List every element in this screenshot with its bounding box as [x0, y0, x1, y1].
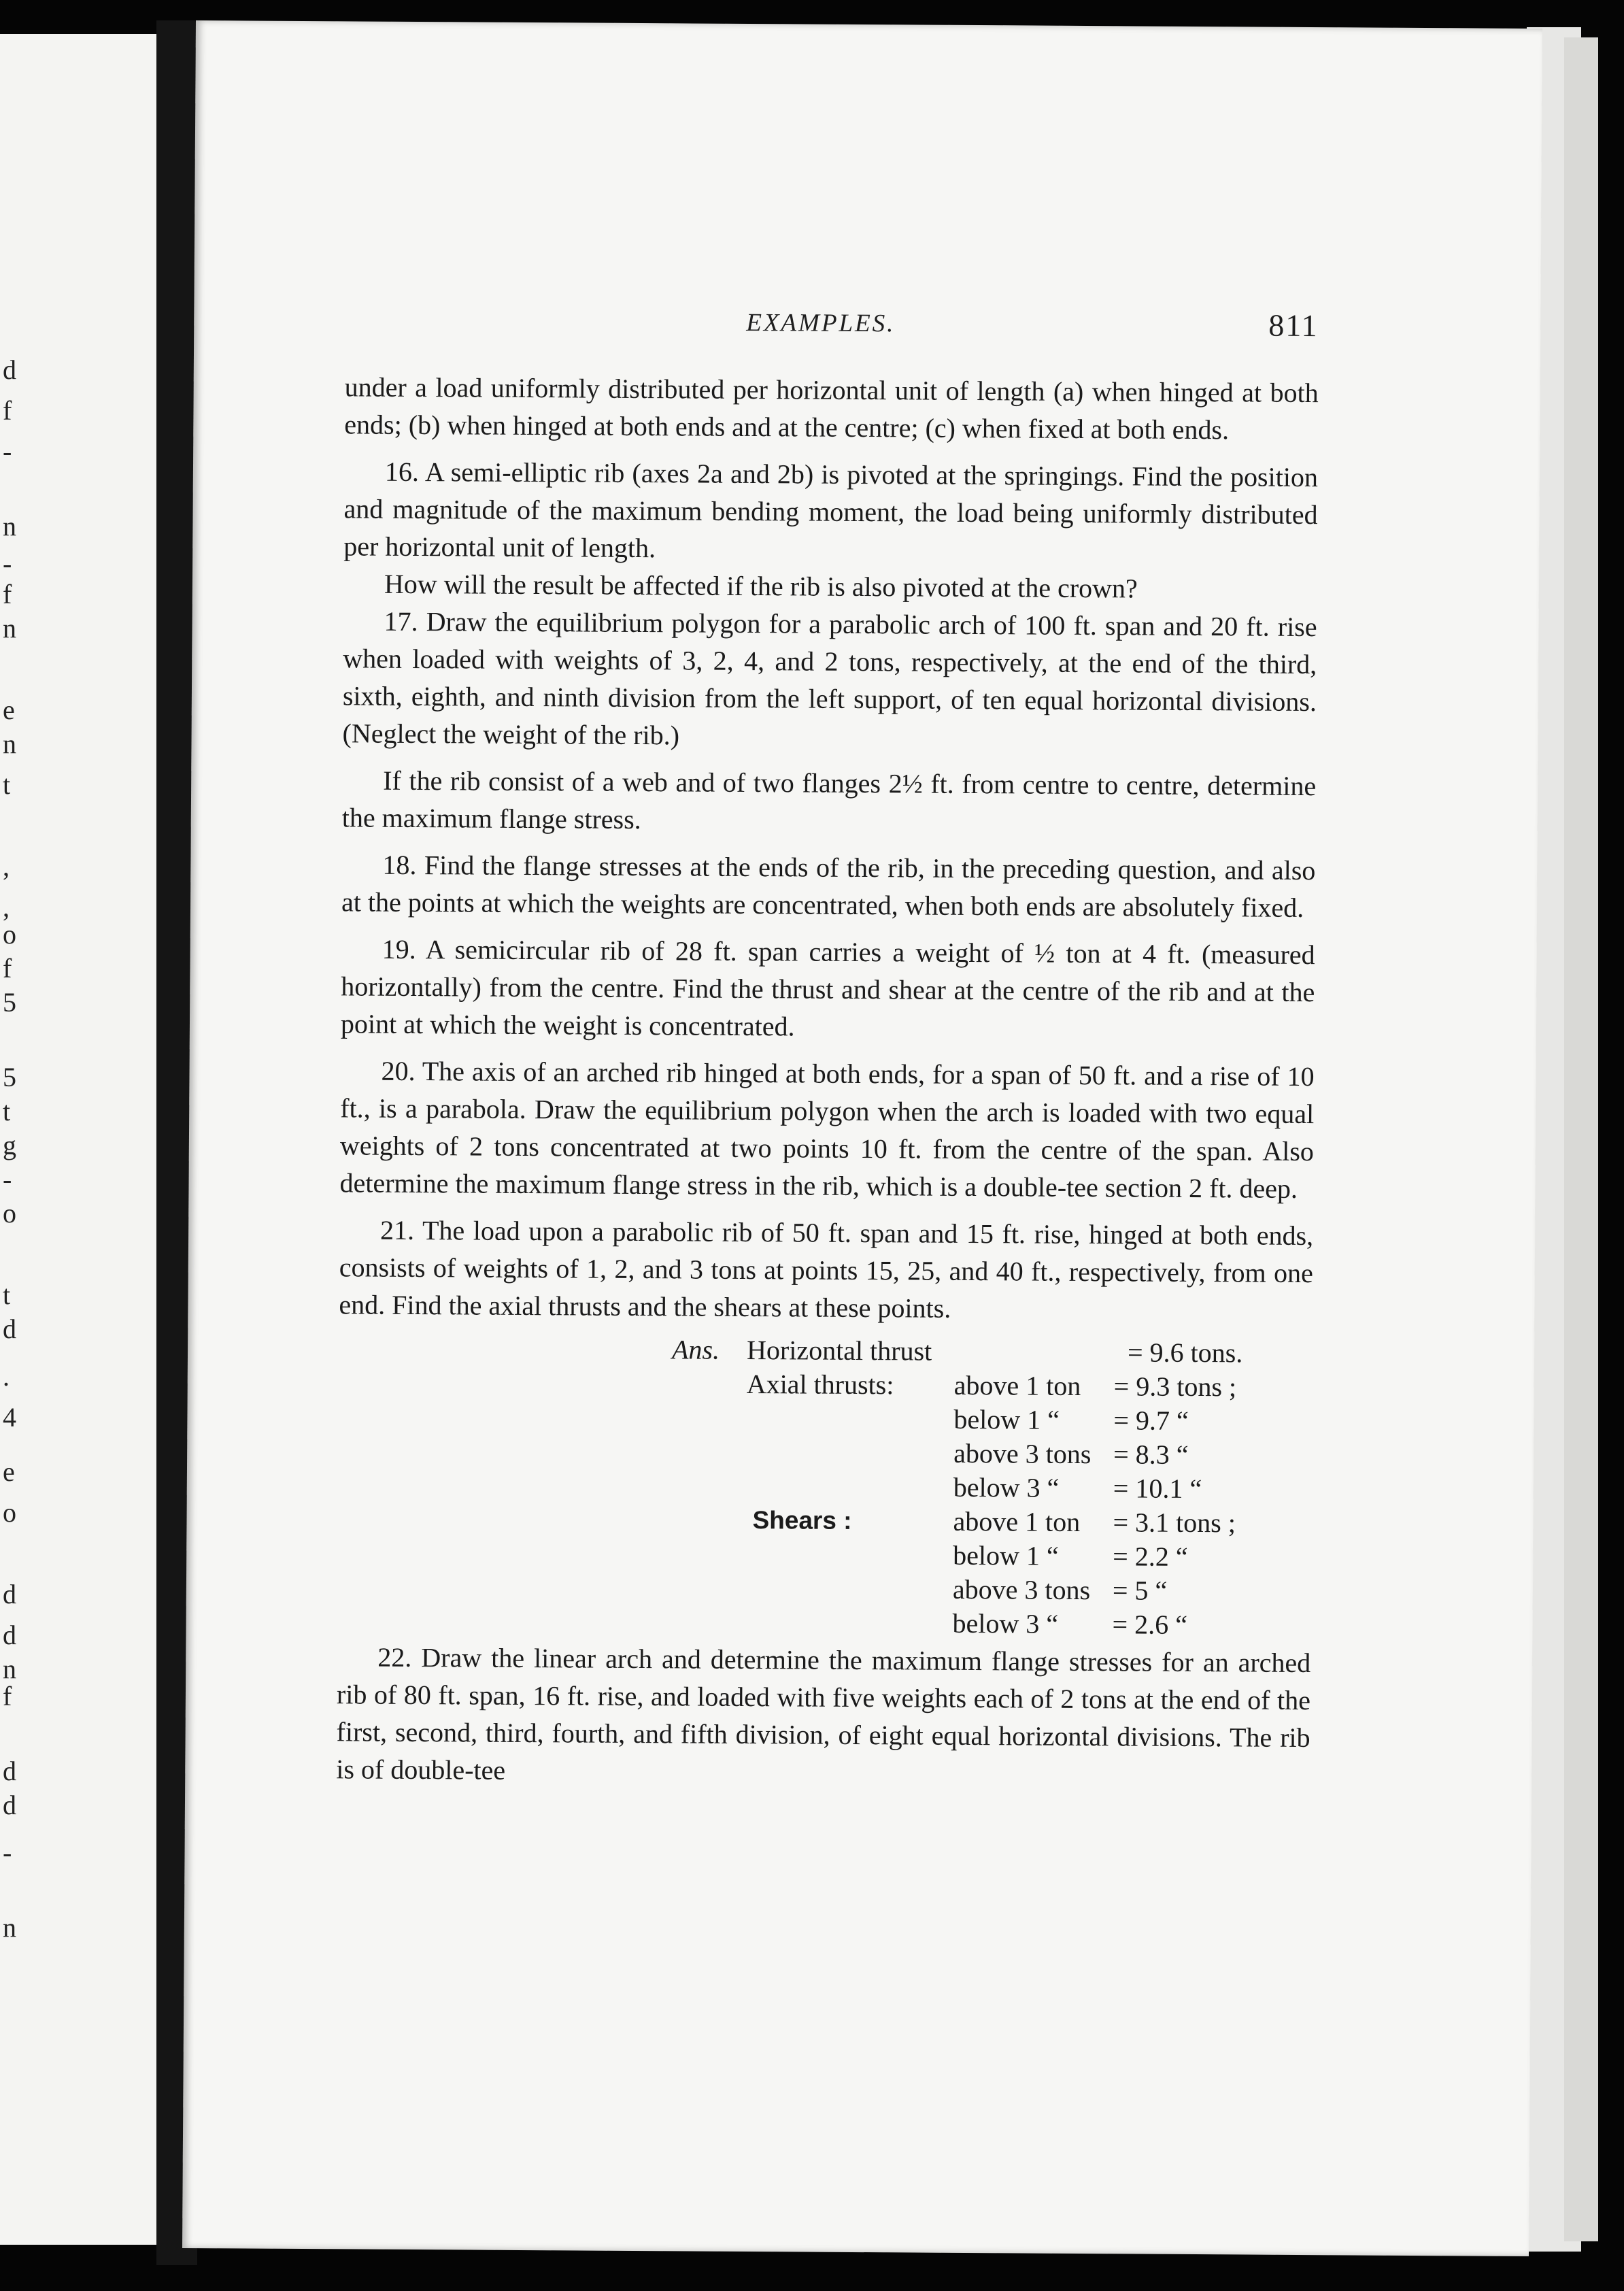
- shears-label: Shears :: [752, 1506, 852, 1535]
- previous-page-text-fragment: o: [3, 919, 16, 950]
- answer-value: = 3.1 tons ;: [1113, 1507, 1236, 1539]
- answer-value: = 2.2 “: [1113, 1541, 1188, 1572]
- paragraph: 17. Draw the equilibrium polygon for a parabolic arch of 100 ft. span and 20 ft. rise when loaded with weights of 3, 2, 4, and 2 tons, respectively, at the end of the third, sixth, eighth, and ninth division from the left support, of ten equal horizontal divisions. (Neglect the weight of the rib.): [342, 605, 1317, 751]
- previous-page-text-fragment: d: [3, 1790, 16, 1820]
- answer-position: below 1 “: [953, 1539, 1059, 1571]
- paragraph: 20. The axis of an arched rib hinged at both ends, for a span of 50 ft. and a rise of 10 ft., is a parabola. Draw the equilibrium polygon when the arch is loaded with two equal weights of 2 tons concentrated at two points 10 ft. from the centre of the span. Also determine the maximum flange stress in the rib, which is a double-tee section 2 ft. deep.: [339, 1055, 1315, 1204]
- previous-page-text-fragment: .: [3, 1361, 10, 1392]
- body-text: [336, 368, 1319, 1794]
- paragraph: under a load uniformly distributed per horizontal unit of length (a) when hinged at both ends; (b) when hinged at both ends and at the centre; (c) when fixed at both ends.: [344, 371, 1319, 446]
- answer-position: above 3 tons: [953, 1437, 1092, 1470]
- previous-page-text-fragment: n: [3, 1912, 16, 1943]
- paragraph: If the rib consist of a web and of two flanges 2½ ft. from centre to centre, determine the maximum flange stress.: [341, 765, 1317, 835]
- previous-page-text-fragment: n: [3, 511, 16, 541]
- paragraph: 22. Draw the linear arch and determine the maximum flange stresses for an arched rib of 80 ft. span, 16 ft. rise, and loaded with five weights each of 2 tons at the end of the first, second, third, fourth, and fifth division, of eight equal horizontal divisions. The rib is of double-tee: [336, 1641, 1311, 1786]
- previous-page-text-fragment: d: [3, 1756, 16, 1786]
- running-head: [194, 305, 1540, 354]
- previous-page-text-fragment: t: [3, 769, 11, 800]
- paragraph: 19. A semicircular rib of 28 ft. span carries a weight of ½ ton at 4 ft. (measured horizontally) from the centre. Find the thrust and shear at the centre of the rib and at the point at which the weight is concentrated.: [340, 933, 1315, 1042]
- previous-page-text-fragment: n: [3, 613, 16, 643]
- horizontal-thrust-value: = 9.6 tons.: [1127, 1337, 1243, 1369]
- paragraph: 21. The load upon a parabolic rib of 50 ft. span and 15 ft. rise, hinged at both ends, consists of weights of 1, 2, and 3 tons at points 15, 25, and 40 ft., respectively, from one end. Find the axial thrusts and the shears at these points.: [339, 1214, 1314, 1324]
- answer-position: below 3 “: [952, 1607, 1059, 1639]
- paragraph: How will the result be affected if the rib is also pivoted at the crown?: [384, 568, 1138, 604]
- previous-page-text-fragment: t: [3, 1096, 11, 1126]
- answer-position: below 3 “: [953, 1471, 1060, 1503]
- previous-page-text-fragment: d: [3, 1579, 16, 1609]
- previous-page-text-fragment: o: [3, 1497, 16, 1528]
- previous-page-text-fragment: n: [3, 1654, 16, 1684]
- running-head-title: EXAMPLES.: [746, 308, 896, 338]
- previous-page-text-fragment: e: [3, 1456, 15, 1487]
- answer-position: above 1 ton: [953, 1505, 1081, 1537]
- previous-page-text-fragment: -: [3, 1164, 12, 1194]
- book-page: [182, 20, 1542, 2256]
- previous-page-text-fragment: t: [3, 1280, 11, 1310]
- previous-page-text-fragment: -: [3, 1837, 12, 1868]
- answer-position: above 1 ton: [953, 1369, 1081, 1401]
- previous-page-text-fragment: -: [3, 548, 12, 579]
- previous-page-text-fragment: ,: [3, 892, 10, 922]
- answer-value: = 8.3 “: [1113, 1439, 1189, 1470]
- previous-page-text-fragment: e: [3, 695, 15, 725]
- answer-value: = 9.7 “: [1113, 1405, 1189, 1436]
- previous-page-text-fragment: d: [3, 1620, 16, 1650]
- answer-label: Ans.: [671, 1334, 720, 1365]
- answer-value: = 10.1 “: [1113, 1473, 1202, 1505]
- previous-page-text-fragment: -: [3, 436, 12, 467]
- previous-page-text-fragment: g: [3, 1130, 16, 1160]
- previous-page-edge: [0, 34, 156, 2245]
- previous-page-text-fragment: 5: [3, 987, 16, 1018]
- answer-value: = 2.6 “: [1112, 1609, 1188, 1640]
- previous-page-text-fragment: d: [3, 1314, 16, 1344]
- answer-position: above 3 tons: [952, 1573, 1091, 1606]
- paragraph: 18. Find the flange stresses at the ends of the rib, in the preceding question, and also at the points at which the weights are concentrated, when both ends are absolutely fixed.: [341, 849, 1316, 923]
- previous-page-text-fragment: n: [3, 729, 16, 759]
- answer-position: below 1 “: [953, 1403, 1060, 1435]
- axial-thrusts-label: Axial thrusts:: [746, 1368, 894, 1401]
- previous-page-text-fragment: f: [3, 953, 12, 984]
- previous-page-text-fragment: d: [3, 354, 16, 385]
- previous-page-text-fragment: f: [3, 395, 12, 426]
- page-number: 811: [1268, 307, 1319, 344]
- previous-page-text-fragment: f: [3, 1681, 12, 1711]
- answer-value: = 9.3 tons ;: [1113, 1371, 1237, 1403]
- previous-page-text-fragment: ,: [3, 851, 10, 882]
- horizontal-thrust-label: Horizontal thrust: [746, 1334, 932, 1367]
- previous-page-text-fragment: 5: [3, 1062, 16, 1092]
- previous-page-text-fragment: 4: [3, 1402, 16, 1433]
- answer-block: [337, 1328, 1313, 1644]
- previous-page-text-fragment: f: [3, 579, 12, 609]
- answer-value: = 5 “: [1112, 1575, 1168, 1606]
- previous-page-text-fragment: o: [3, 1198, 16, 1228]
- paragraph: 16. A semi-elliptic rib (axes 2a and 2b) is pivoted at the springings. Find the position and magnitude of the maximum bending moment, the load being uniformly distributed per horizontal unit of length.: [343, 456, 1319, 564]
- page-edge: [1564, 37, 1598, 2241]
